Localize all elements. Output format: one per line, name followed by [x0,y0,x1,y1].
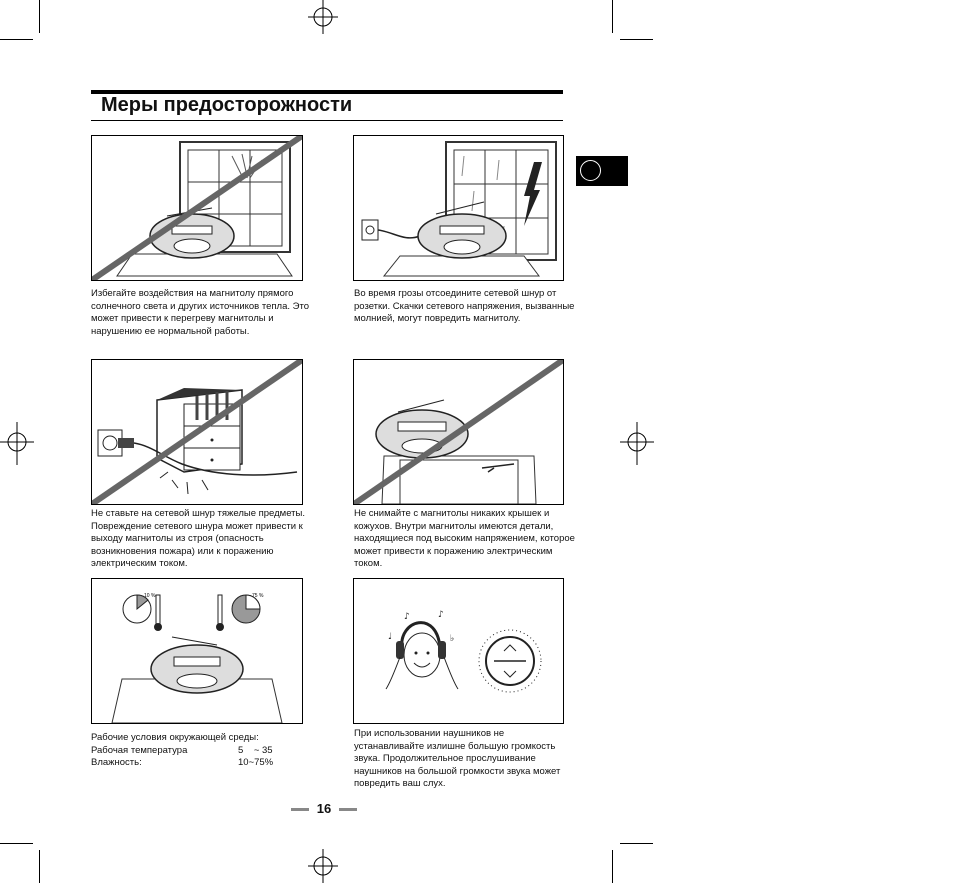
panel-conditions [91,578,303,724]
caption-thunderstorm: Во время грозы отсоедините сетевой шнур от розетки. Скачки сетевого напряжения, вызванные молнией, могут повредить магнитолу. [354,288,575,324]
conditions-temp-label: Рабочая температура [91,744,188,756]
panel-covers [353,359,564,505]
page-number-bar-right [339,808,357,811]
conditions-heading: Рабочие условия окружающей среды: [91,732,259,743]
crop-mark [620,843,653,844]
cord-illustration [92,360,302,504]
svg-text:♪: ♪ [404,612,410,622]
thunderstorm-illustration [354,136,563,280]
sunlight-illustration [92,136,302,280]
conditions-illustration [92,579,302,723]
headphones-illustration [354,579,563,723]
registration-mark [300,849,346,883]
section-tab-circle-icon [580,160,601,181]
covers-illustration [354,360,563,504]
conditions-temp-row [91,745,321,758]
crop-mark [0,39,33,40]
gauge-label-pct2: 75 % [252,593,264,599]
registration-mark [620,417,654,467]
gauge-label-pct1: 10 % [144,593,156,599]
crop-mark [39,0,40,33]
caption-headphones: При использовании наушников не устанавливайте излишне большую громкость звука. Продолжительное прослушивание наушников на большой громкости звука может повредить ваш слух. [354,728,561,789]
caption-covers: Не снимайте с магнитолы никаких крышек и кожухов. Внутри магнитолы имеются детали, находящиеся под высоким напряжением, которое может привести к поражению электрическим током. [354,508,575,569]
svg-text:♪: ♪ [438,610,444,620]
page-title: Меры предосторожности [101,94,353,116]
title-rule-bottom [91,120,563,121]
caption-cord: Не ставьте на сетевой шнур тяжелые предметы. Повреждение сетевого шнура может привести к выходу магнитолы из строя (опасность возникновения пожара) или к поражению электрическим током. [91,508,305,569]
caption-sunlight: Избегайте воздействия на магнитолу прямого солнечного света и других источников тепла. Это может привести к перегреву магнитолы и нарушению ее нормальной работы. [91,288,309,337]
panel-sunlight [91,135,303,281]
conditions-temp-value: 5 ~ 35 [238,744,273,756]
svg-text:♭: ♭ [450,634,455,644]
panel-headphones [353,578,564,724]
conditions-humidity-label: Влажность: [91,757,142,768]
conditions-humidity-value: 10~75% [238,757,274,768]
panel-thunderstorm [353,135,564,281]
crop-mark [620,39,653,40]
registration-mark [300,0,346,34]
crop-mark [612,850,613,883]
conditions-humidity-row [91,757,321,770]
crop-mark [612,0,613,33]
panel-cord [91,359,303,505]
registration-mark [0,417,34,467]
page-number: 16 [316,801,332,816]
conditions-block [91,732,321,770]
svg-text:♩: ♩ [388,632,393,642]
crop-mark [39,850,40,883]
crop-mark [0,843,33,844]
